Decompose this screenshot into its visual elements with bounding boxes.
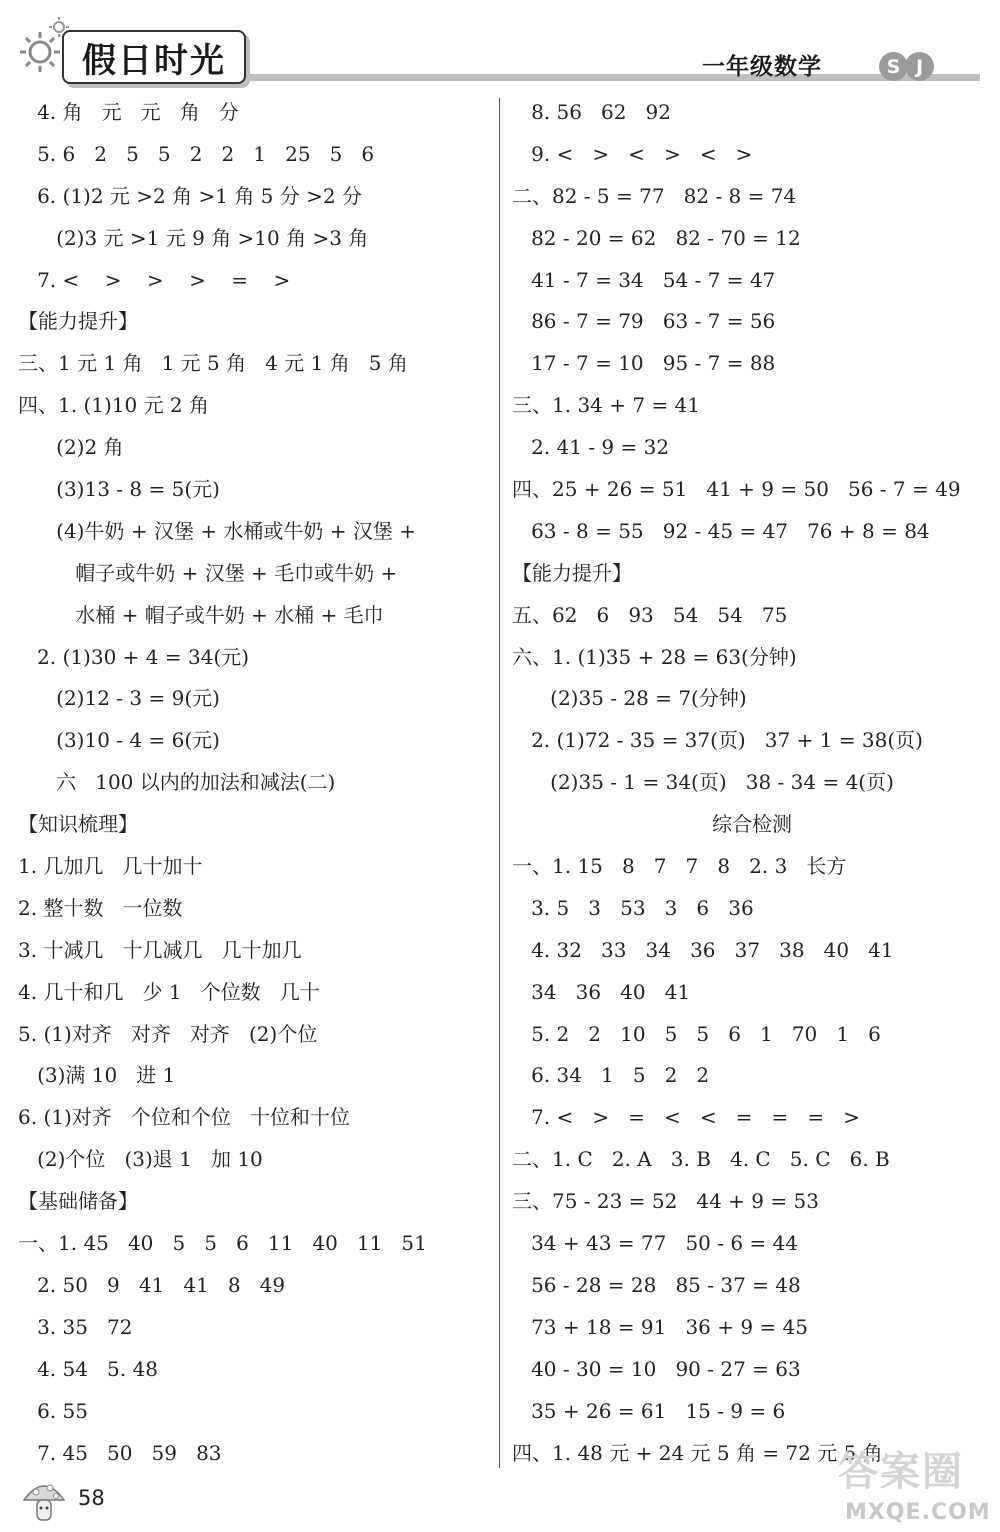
- answer-line: 【能力提升】: [18, 309, 138, 334]
- answer-line: 9. < > < > < >: [512, 141, 753, 166]
- answer-line: 5. (1)对齐 对齐 对齐 (2)个位: [18, 1021, 318, 1046]
- badge-s: S: [879, 52, 908, 81]
- answer-line: 四、1. (1)10 元 2 角: [18, 393, 210, 418]
- answer-line: 四、25 + 26 = 51 41 + 9 = 50 56 - 7 = 49: [512, 477, 961, 502]
- left-answer-column: [18, 92, 493, 1474]
- answer-line: 6. 34 1 5 2 2: [512, 1063, 710, 1088]
- answer-line: (3)10 - 4 = 6(元): [18, 728, 220, 753]
- answer-line: 4. 32 33 34 36 37 38 40 41: [512, 937, 894, 962]
- column-divider: [499, 98, 500, 1468]
- answer-line: 7. < > = < < = = = >: [512, 1105, 860, 1130]
- answer-line: 2. 50 9 41 41 8 49: [18, 1272, 286, 1297]
- answer-line: 1. 几加几 几十加十: [18, 854, 203, 879]
- answer-line: 一、1. 15 8 7 7 8 2. 3 长方: [512, 854, 847, 879]
- answer-line: 二、1. C 2. A 3. B 4. C 5. C 6. B: [512, 1147, 890, 1172]
- answer-line: 【知识梳理】: [18, 812, 138, 837]
- answer-line: 34 36 40 41: [512, 979, 691, 1004]
- answer-line: 4. 54 5. 48: [18, 1356, 158, 1381]
- answer-line: 六 100 以内的加法和减法(二): [18, 770, 336, 795]
- answer-line: (4)牛奶 + 汉堡 + 水桶或牛奶 + 汉堡 +: [18, 518, 417, 543]
- right-answer-column: [512, 92, 992, 1474]
- answer-line: (3)满 10 进 1: [18, 1063, 176, 1088]
- answer-line: 3. 5 3 53 3 6 36: [512, 895, 754, 920]
- answer-line: 56 - 28 = 28 85 - 37 = 48: [512, 1272, 801, 1297]
- answer-line: 四、1. 48 元 + 24 元 5 角 = 72 元 5 角: [512, 1440, 883, 1465]
- answer-line: 6. 55: [18, 1398, 88, 1423]
- answer-line: 82 - 20 = 62 82 - 70 = 12: [512, 225, 801, 250]
- answer-line: 17 - 7 = 10 95 - 7 = 88: [512, 351, 776, 376]
- answer-line: (2)35 - 1 = 34(页) 38 - 34 = 4(页): [512, 770, 894, 795]
- subject-label: 一年级数学: [702, 54, 822, 80]
- answer-line: (2)3 元 >1 元 9 角 >10 角 >3 角: [18, 225, 369, 250]
- series-title: 假日时光: [62, 30, 246, 84]
- answer-line: (2)35 - 28 = 7(分钟): [512, 686, 747, 711]
- page-number: 58: [78, 1486, 105, 1510]
- answer-line: 三、1 元 1 角 1 元 5 角 4 元 1 角 5 角: [18, 351, 408, 376]
- answer-line: 8. 56 62 92: [512, 100, 672, 124]
- answer-line: (2)2 角: [18, 435, 124, 460]
- answer-line: 【能力提升】: [512, 560, 632, 585]
- answer-line: 86 - 7 = 79 63 - 7 = 56: [512, 309, 776, 334]
- answer-line: 五、62 6 93 54 54 75: [512, 602, 788, 627]
- answer-line: 6. (1)对齐 个位和个位 十位和十位: [18, 1105, 350, 1130]
- header-rule: [248, 74, 980, 81]
- answer-line: 35 + 26 = 61 15 - 9 = 6: [512, 1398, 786, 1423]
- answer-line: (2)个位 (3)退 1 加 10: [18, 1147, 263, 1172]
- answer-line: 5. 6 2 5 5 2 2 1 25 5 6: [18, 141, 375, 166]
- answer-line: 一、1. 45 40 5 5 6 11 40 11 51: [18, 1231, 427, 1256]
- answer-line: 六、1. (1)35 + 28 = 63(分钟): [512, 644, 797, 669]
- answer-line: 二、82 - 5 = 77 82 - 8 = 74: [512, 183, 797, 208]
- answer-line: (2)12 - 3 = 9(元): [18, 686, 220, 711]
- answer-line: 5. 2 2 10 5 5 6 1 70 1 6: [512, 1021, 881, 1046]
- answer-line: 4. 几十和几 少 1 个位数 几十: [18, 979, 320, 1004]
- page-header: [0, 0, 1000, 92]
- answer-line: 6. (1)2 元 >2 角 >1 角 5 分 >2 分: [18, 183, 362, 208]
- answer-line: 三、1. 34 + 7 = 41: [512, 393, 701, 418]
- answer-line: 7. < > > > = >: [18, 267, 291, 292]
- answer-line: 2. 41 - 9 = 32: [512, 435, 670, 460]
- badge-j: J: [905, 52, 934, 81]
- watermark-url: MXQE.COM: [845, 1500, 991, 1525]
- answer-line: 41 - 7 = 34 54 - 7 = 47: [512, 267, 776, 292]
- answer-line: 水桶 + 帽子或牛奶 + 水桶 + 毛巾: [18, 602, 384, 627]
- answer-line: 3. 十减几 十几减几 几十加几: [18, 937, 302, 962]
- answer-line: 34 + 43 = 77 50 - 6 = 44: [512, 1231, 799, 1256]
- mushroom-icon: [20, 1476, 68, 1526]
- answer-line: 2. (1)30 + 4 = 34(元): [18, 644, 250, 669]
- answer-line: 帽子或牛奶 + 汉堡 + 毛巾或牛奶 +: [18, 560, 398, 585]
- answer-line: (3)13 - 8 = 5(元): [18, 477, 220, 502]
- answer-line: 3. 35 72: [18, 1314, 133, 1339]
- answer-line: 40 - 30 = 10 90 - 27 = 63: [512, 1356, 801, 1381]
- answer-line: 73 + 18 = 91 36 + 9 = 45: [512, 1314, 809, 1339]
- answer-line: 63 - 8 = 55 92 - 45 = 47 76 + 8 = 84: [512, 518, 930, 543]
- watermark-logo: 答案圈: [838, 1449, 964, 1495]
- answer-line: 综合检测: [712, 812, 792, 837]
- answer-line: 7. 45 50 59 83: [18, 1440, 222, 1465]
- answer-line: 4. 角 元 元 角 分: [18, 100, 239, 124]
- answer-line: 2. 整十数 一位数: [18, 895, 183, 920]
- answer-line: 2. (1)72 - 35 = 37(页) 37 + 1 = 38(页): [512, 728, 923, 753]
- answer-line: 三、75 - 23 = 52 44 + 9 = 53: [512, 1189, 819, 1214]
- answer-line: 【基础储备】: [18, 1189, 138, 1214]
